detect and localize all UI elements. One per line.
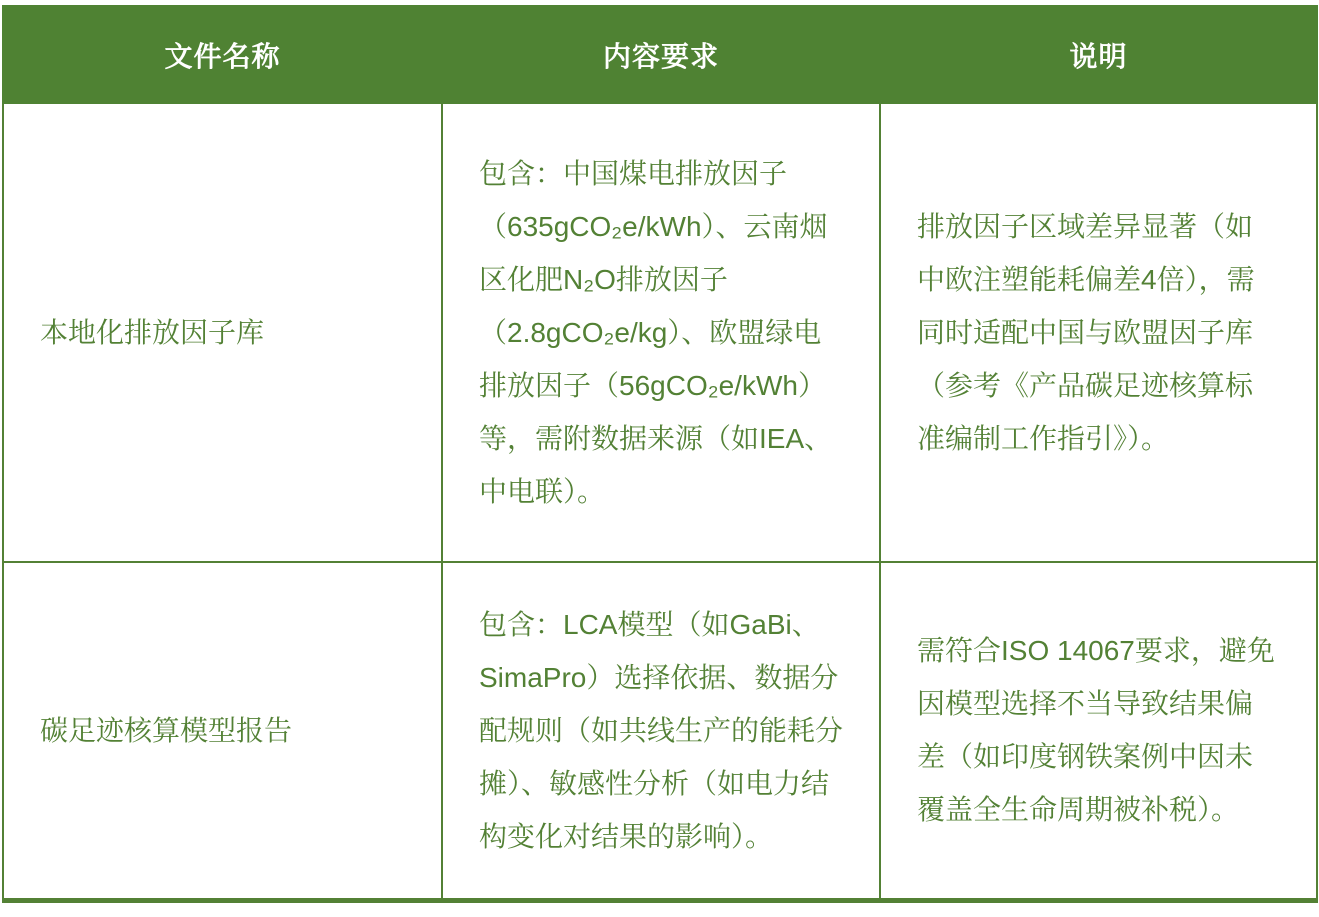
table-row-carbon-footprint-model-report	[3, 562, 1317, 900]
table-row-emission-factor-library	[3, 103, 1317, 562]
cell-file-name: 碳足迹核算模型报告	[3, 562, 442, 900]
cell-file-name: 本地化排放因子库	[3, 103, 442, 562]
table-header-row	[3, 6, 1317, 103]
cell-note: 排放因子区域差异显著（如中欧注塑能耗偏差4倍），需同时适配中国与欧盟因子库（参考《产品碳足迹核算标准编制工作指引》）。	[880, 103, 1317, 562]
cell-note: 需符合ISO 14067要求，避免因模型选择不当导致结果偏差（如印度钢铁案例中因未覆盖全生命周期被补税）。	[880, 562, 1317, 900]
column-header-file-name: 文件名称	[3, 6, 442, 103]
cell-content-requirement: 包含：LCA模型（如GaBi、SimaPro）选择依据、数据分配规则（如共线生产的能耗分摊）、敏感性分析（如电力结构变化对结果的影响）。	[442, 562, 880, 900]
requirements-table	[2, 5, 1318, 903]
cell-content-requirement: 包含：中国煤电排放因子（635gCO₂e/kWh）、云南烟区化肥N₂O排放因子（2.8gCO₂e/kg）、欧盟绿电排放因子（56gCO₂e/kWh）等，需附数据来源（如IEA、中电联）。	[442, 103, 880, 562]
column-header-content-requirements: 内容要求	[442, 6, 880, 103]
column-header-notes: 说明	[880, 6, 1317, 103]
